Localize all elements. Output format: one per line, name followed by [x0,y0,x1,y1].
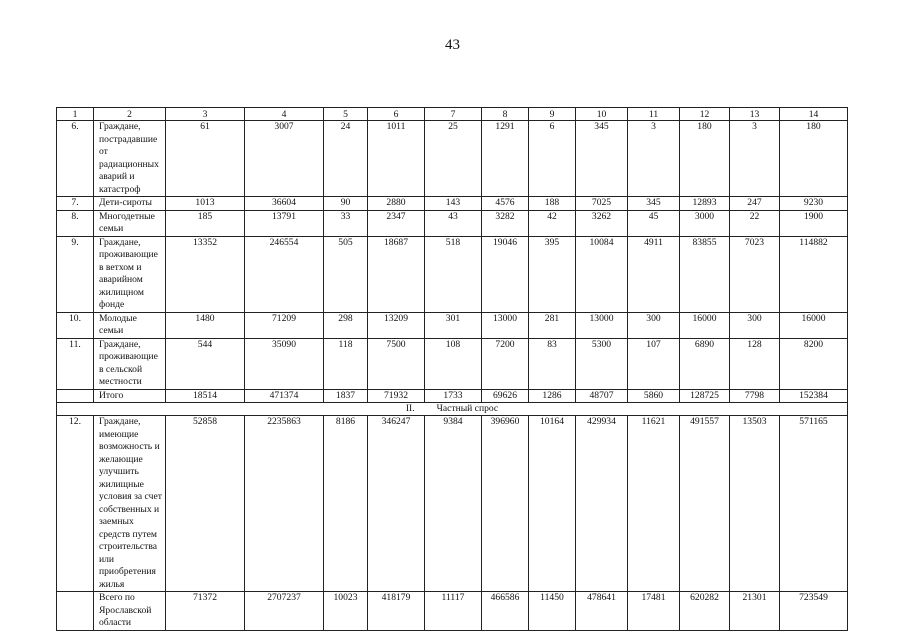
table-row [57,197,848,211]
row-category: Всего по Ярославской области [94,592,166,631]
row-value: 281 [529,312,576,338]
row-value: 3 [730,121,780,197]
row-value: 9230 [780,197,848,211]
row-value: 71372 [166,592,245,631]
row-value: 1013 [166,197,245,211]
row-index: 8. [57,210,94,236]
row-value: 298 [324,312,368,338]
column-number: 2 [94,108,166,121]
row-value: 8186 [324,416,368,592]
row-value: 3 [628,121,680,197]
row-value: 13791 [245,210,324,236]
row-value: 1480 [166,312,245,338]
row-value: 180 [780,121,848,197]
row-value: 3007 [245,121,324,197]
row-value: 11621 [628,416,680,592]
row-value: 505 [324,236,368,312]
row-value: 1900 [780,210,848,236]
row-index: 7. [57,197,94,211]
table-row [57,416,848,592]
column-number: 3 [166,108,245,121]
row-value: 152384 [780,389,848,403]
row-value: 11450 [529,592,576,631]
row-value: 466586 [482,592,529,631]
row-value: 83 [529,338,576,389]
row-value: 143 [425,197,482,211]
row-value: 185 [166,210,245,236]
row-value: 118 [324,338,368,389]
row-value: 48707 [576,389,628,403]
row-value: 1291 [482,121,529,197]
row-value: 1011 [368,121,425,197]
row-value: 83855 [680,236,730,312]
row-value: 8200 [780,338,848,389]
row-value: 301 [425,312,482,338]
column-number: 4 [245,108,324,121]
row-value: 33 [324,210,368,236]
row-value: 13503 [730,416,780,592]
row-value: 1837 [324,389,368,403]
row-value: 478641 [576,592,628,631]
column-number: 8 [482,108,529,121]
table-row [57,121,848,197]
table-row [57,389,848,403]
row-value: 571165 [780,416,848,592]
row-value: 2347 [368,210,425,236]
row-value: 246554 [245,236,324,312]
section-row [57,403,848,416]
column-number: 13 [730,108,780,121]
row-value: 180 [680,121,730,197]
row-value: 4576 [482,197,529,211]
row-value: 16000 [680,312,730,338]
row-value: 61 [166,121,245,197]
row-value: 1733 [425,389,482,403]
column-number: 6 [368,108,425,121]
row-value: 52858 [166,416,245,592]
page-number: 43 [445,37,460,53]
row-value: 21301 [730,592,780,631]
row-value: 17481 [628,592,680,631]
row-value: 16000 [780,312,848,338]
row-value: 10164 [529,416,576,592]
row-value: 300 [628,312,680,338]
column-number: 14 [780,108,848,121]
row-index: 12. [57,416,94,592]
row-value: 128725 [680,389,730,403]
row-value: 13000 [482,312,529,338]
row-category: Граждане, имеющие возможность и желающие улучшить жилищные условия за счет собственных и заемных средств путем строительства или приобретения жилья [94,416,166,592]
row-value: 22 [730,210,780,236]
row-value: 107 [628,338,680,389]
row-category: Молодые семьи [94,312,166,338]
row-value: 7025 [576,197,628,211]
row-value: 71209 [245,312,324,338]
table-row [57,210,848,236]
row-category: Граждане, пострадавшие от радиационных аварий и катастроф [94,121,166,197]
row-value: 24 [324,121,368,197]
row-value: 35090 [245,338,324,389]
row-value: 7023 [730,236,780,312]
row-value: 544 [166,338,245,389]
row-index: 10. [57,312,94,338]
row-value: 128 [730,338,780,389]
row-category: Многодетные семьи [94,210,166,236]
row-value: 345 [628,197,680,211]
column-number: 12 [680,108,730,121]
row-value: 518 [425,236,482,312]
row-value: 11117 [425,592,482,631]
housing-demand-table [56,107,848,631]
row-value: 7798 [730,389,780,403]
row-value: 36604 [245,197,324,211]
row-value: 396960 [482,416,529,592]
row-value: 9384 [425,416,482,592]
section-heading [57,403,848,416]
column-number-row [57,108,848,121]
row-value: 188 [529,197,576,211]
row-value: 18687 [368,236,425,312]
row-value: 3262 [576,210,628,236]
column-number: 1 [57,108,94,121]
row-value: 471374 [245,389,324,403]
row-value: 345 [576,121,628,197]
row-category: Граждане, проживающие в сельской местности [94,338,166,389]
row-value: 7500 [368,338,425,389]
table-row [57,312,848,338]
row-value: 3282 [482,210,529,236]
row-value: 395 [529,236,576,312]
column-number: 5 [324,108,368,121]
row-value: 45 [628,210,680,236]
row-value: 10084 [576,236,628,312]
row-value: 429934 [576,416,628,592]
row-value: 12893 [680,197,730,211]
table-row [57,592,848,631]
row-value: 346247 [368,416,425,592]
row-value: 1286 [529,389,576,403]
column-number: 10 [576,108,628,121]
table-row [57,236,848,312]
row-value: 13000 [576,312,628,338]
row-category: Итого [94,389,166,403]
row-category: Граждане, проживающие в ветхом и аварийном жилищном фонде [94,236,166,312]
row-value: 2235863 [245,416,324,592]
row-value: 491557 [680,416,730,592]
row-value: 18514 [166,389,245,403]
row-value: 2880 [368,197,425,211]
row-value: 13352 [166,236,245,312]
row-value: 71932 [368,389,425,403]
section-number: II. [405,403,415,414]
row-index: 9. [57,236,94,312]
row-value: 7200 [482,338,529,389]
column-number: 7 [425,108,482,121]
row-value: 620282 [680,592,730,631]
row-value: 42 [529,210,576,236]
row-value: 723549 [780,592,848,631]
row-value: 10023 [324,592,368,631]
row-value: 6890 [680,338,730,389]
row-value: 114882 [780,236,848,312]
row-value: 69626 [482,389,529,403]
row-index: 6. [57,121,94,197]
table-row [57,338,848,389]
row-value: 13209 [368,312,425,338]
row-value: 5300 [576,338,628,389]
column-number: 11 [628,108,680,121]
row-category: Дети-сироты [94,197,166,211]
row-index [57,389,94,403]
row-value: 5860 [628,389,680,403]
row-value: 19046 [482,236,529,312]
row-value: 108 [425,338,482,389]
row-value: 3000 [680,210,730,236]
row-index: 11. [57,338,94,389]
column-number: 9 [529,108,576,121]
section-title: Частный спрос [436,403,499,414]
row-value: 418179 [368,592,425,631]
row-value: 25 [425,121,482,197]
row-value: 6 [529,121,576,197]
row-value: 4911 [628,236,680,312]
row-value: 247 [730,197,780,211]
row-index [57,592,94,631]
row-value: 300 [730,312,780,338]
row-value: 2707237 [245,592,324,631]
row-value: 43 [425,210,482,236]
row-value: 90 [324,197,368,211]
